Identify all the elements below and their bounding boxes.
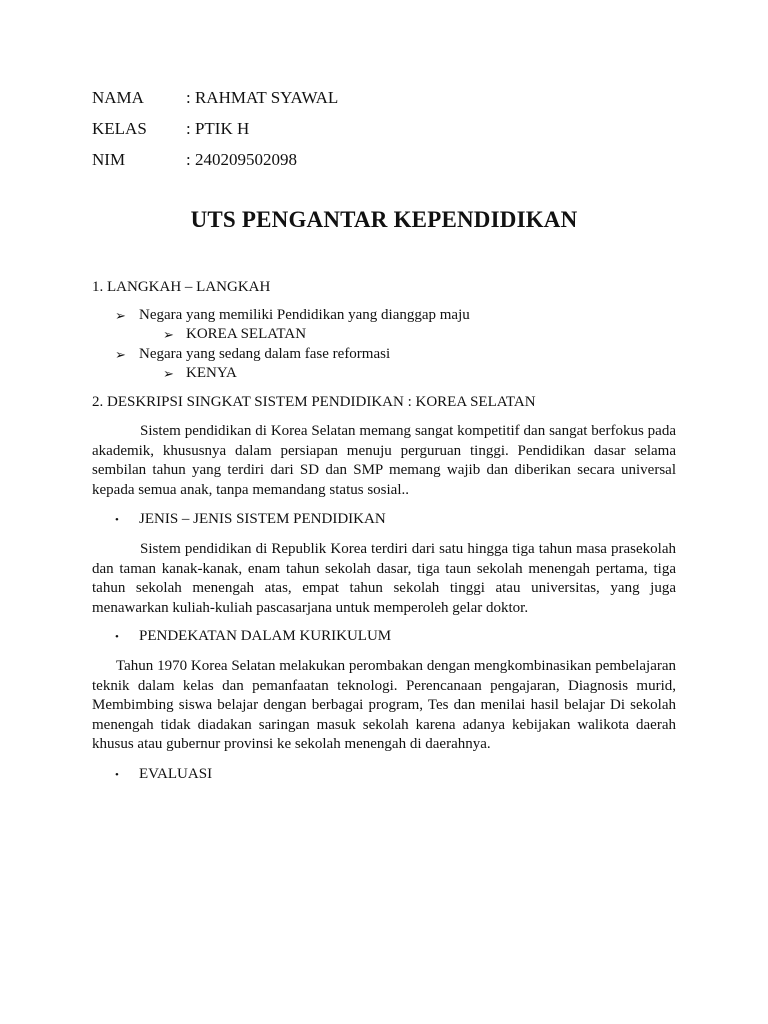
list-item-reform-country: Negara yang sedang dalam fase reformasi [139,346,391,362]
nim-value: : 240209502098 [186,150,297,169]
round-bullet-icon: • [115,514,119,526]
paragraph-jenis-sistem: Sistem pendidikan di Republik Korea terdiri dari satu hingga tiga tahun masa prasekolah dan taman kanak-kanak, enam tahun sekolah dasar, tiga taun sekolah menengah pertama, tiga tahun sekolah menengah atas, empat tahun sekolah tinggi atau universitas, yang juga menawarkan kuliah-kuliah pascasarjana untuk memperoleh gelar doktor. [92,541,676,616]
kelas-label: KELAS [92,119,147,138]
round-bullet-icon: • [115,631,119,643]
nim-label: NIM [92,150,126,169]
kelas-value: : PTIK H [186,119,250,138]
paragraph-kurikulum: Tahun 1970 Korea Selatan melakukan perombakan dengan mengkombinasikan pembelajaran teknik dalam kelas dan pemanfaatan teknologi. Perencanaan pengajaran, Diagnosis murid, Membimbing siswa belajar dengan berbagai program, Tes dan menilai hasil belajar Di sekolah menengah tidak diadakan saringan masuk sekolah karena adanya kebijakan walikota daerah khusus atau gubernur provinsi ke sekolah menengah di daerahnya. [92,658,676,753]
section2-heading: 2. DESKRIPSI SINGKAT SISTEM PENDIDIKAN : KOREA SELATAN [92,394,536,410]
section1-heading: 1. LANGKAH – LANGKAH [92,279,271,295]
arrow-bullet-icon: ➢ [115,347,126,362]
arrow-bullet-icon: ➢ [163,327,174,342]
arrow-bullet-icon: ➢ [163,366,174,381]
nama-value: : RAHMAT SYAWAL [186,88,339,107]
bullet-evaluasi: EVALUASI [139,766,213,782]
round-bullet-icon: • [115,769,119,781]
bullet-jenis-sistem: JENIS – JENIS SISTEM PENDIDIKAN [139,511,386,527]
document-title: UTS PENGANTAR KEPENDIDIKAN [190,207,578,232]
nama-label: NAMA [92,88,144,107]
list-item-advanced-country: Negara yang memiliki Pendidikan yang dianggap maju [139,307,470,323]
paragraph-korea-overview: Sistem pendidikan di Korea Selatan memang sangat kompetitif dan sangat berfokus pada akademik, khususnya dalam persiapan menuju perguruan tinggi. Pendidikan dasar selama sembilan tahun yang terdiri dari SD dan SMP memang wajib dan diberikan secara universal kepada semua anak, tanpa memandang status sosial.. [92,423,676,498]
list-subitem-korea: KOREA SELATAN [186,326,307,342]
list-subitem-kenya: KENYA [186,365,237,381]
bullet-pendekatan-kurikulum: PENDEKATAN DALAM KURIKULUM [139,628,392,644]
arrow-bullet-icon: ➢ [115,308,126,323]
